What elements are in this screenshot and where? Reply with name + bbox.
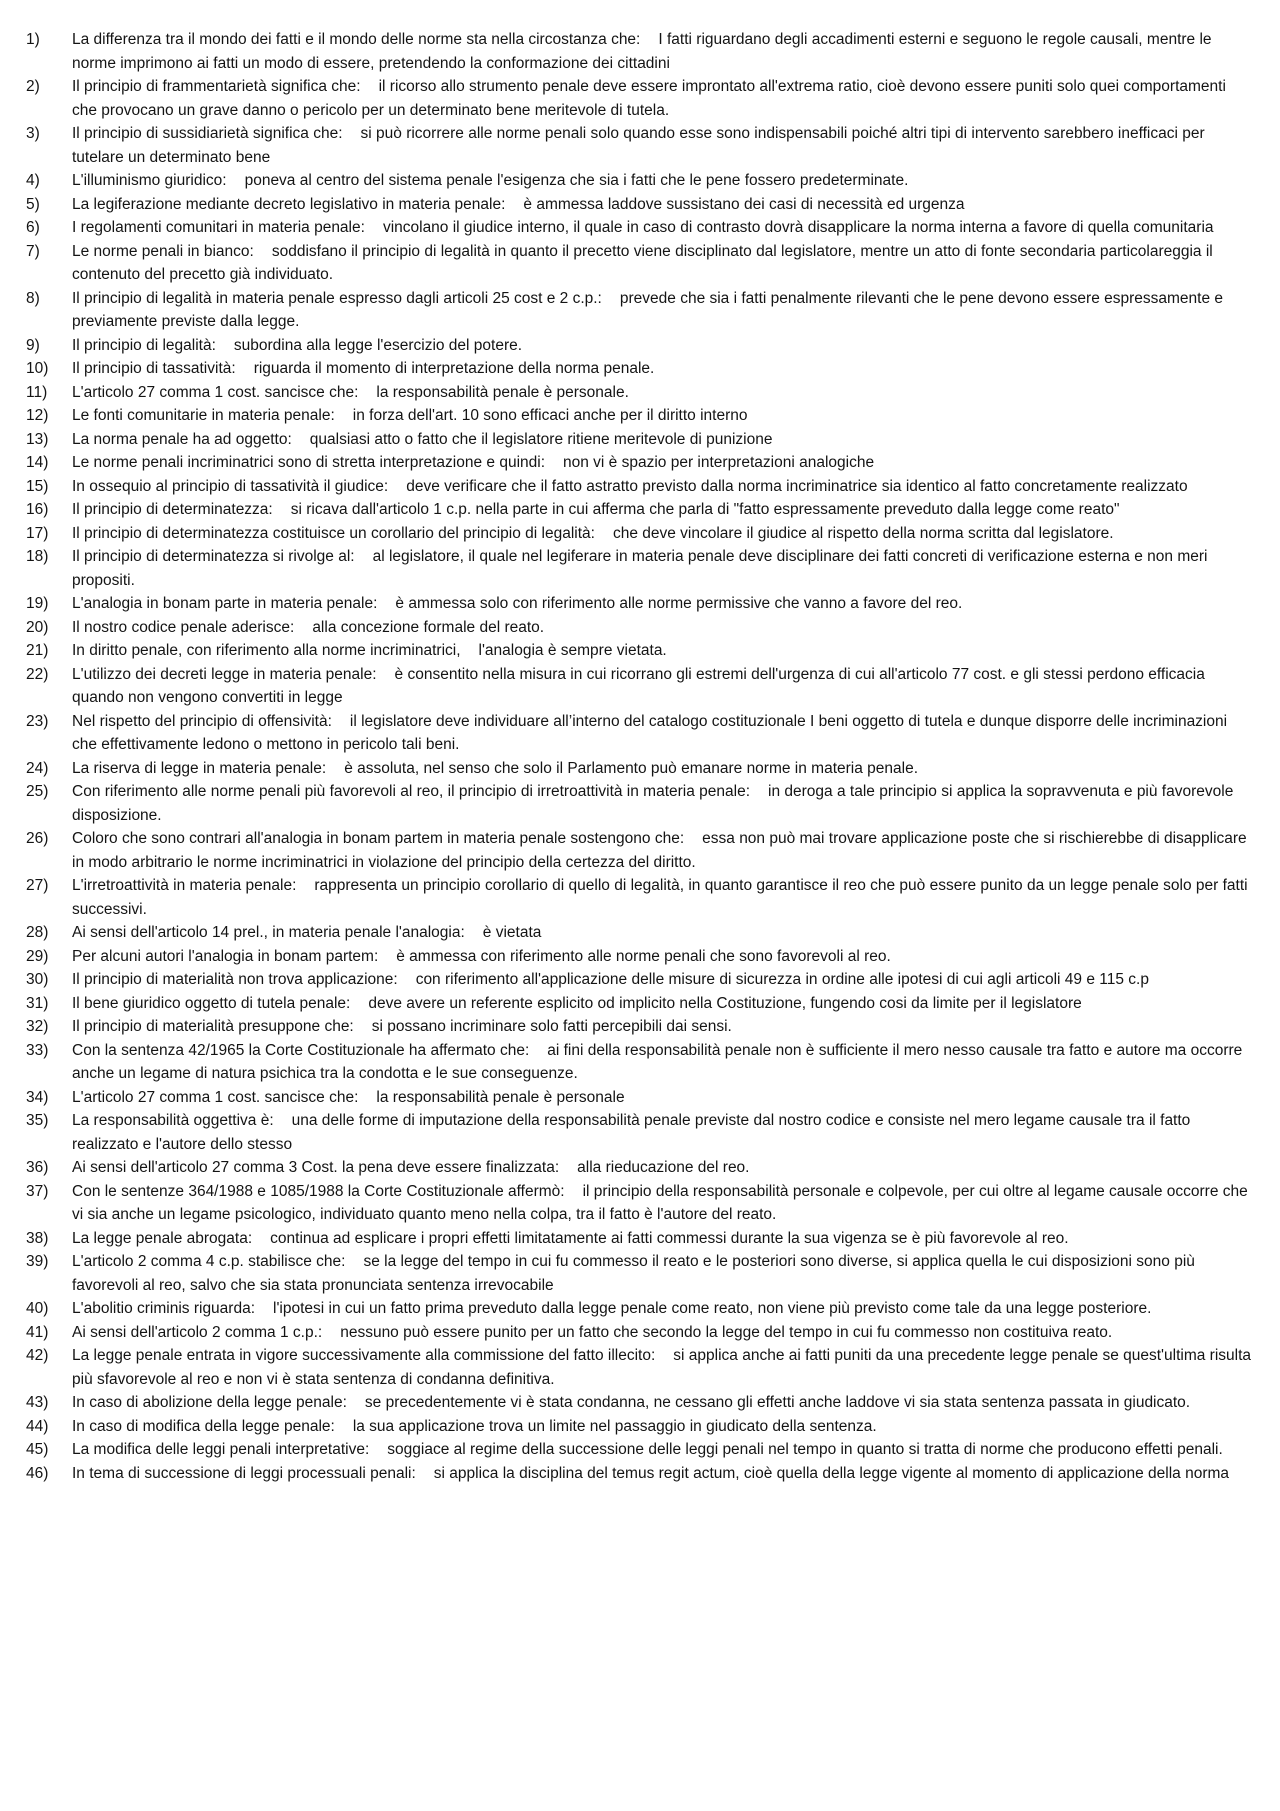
list-item xyxy=(26,1297,1254,1321)
item-question: Le fonti comunitarie in materia penale: xyxy=(72,407,335,424)
item-answer: essa non può mai trovare applicazione poste che si rischierebbe di disapplicare in modo arbitrario le norme incriminatrici in violazione del principio della certezza del diritto. xyxy=(72,830,1247,871)
item-number: 17) xyxy=(26,524,49,542)
item-text xyxy=(72,381,1254,405)
item-answer: la responsabilità penale è personale. xyxy=(376,383,629,401)
list-item xyxy=(26,545,1254,592)
list-item xyxy=(26,1109,1254,1156)
item-question: La legge penale abrogata: xyxy=(72,1229,253,1247)
item-answer: l'ipotesi in cui un fatto prima preveduto dalla legge penale come reato, non viene più previsto come tale da una legge posteriore. xyxy=(273,1300,1152,1317)
item-answer: in forza dell'art. 10 sono efficaci anche per il diritto interno xyxy=(352,407,748,424)
list-item xyxy=(26,992,1254,1016)
item-answer: se la legge del tempo in cui fu commesso il reato e le posteriori sono diverse, si applica quella le cui disposizioni sono più favorevoli al reo, salvo che sia stata pronunciata sentenza irrevocabile xyxy=(72,1253,1195,1294)
item-number: 33) xyxy=(26,1041,49,1059)
item-number: 36) xyxy=(26,1159,49,1176)
item-text xyxy=(72,1321,1254,1345)
list-item xyxy=(26,1180,1254,1227)
item-number: 46) xyxy=(26,1464,49,1482)
item-question: Coloro che sono contrari all'analogia in bonam partem in materia penale sostengono che: xyxy=(72,830,685,847)
item-answer: nessuno può essere punito per un fatto che secondo la legge del tempo in cui fu commesso non costituiva reato. xyxy=(340,1323,1113,1341)
list-item xyxy=(26,1321,1254,1345)
item-question: Il principio di legalità: xyxy=(72,336,216,354)
item-answer: l'analogia è sempre vietata. xyxy=(478,642,667,659)
item-number: 39) xyxy=(26,1253,49,1270)
item-answer: che deve vincolare il giudice al rispetto della norma scritta dal legislatore. xyxy=(612,524,1114,542)
item-answer: il legislatore deve individuare all’interno del catalogo costituzionale I beni oggetto di tutela e dunque disporre delle incriminazioni che effettivamente ledono o mettono in pericolo tali beni. xyxy=(72,712,1228,753)
item-number: 15) xyxy=(26,477,49,495)
item-question: Con la sentenza 42/1965 la Corte Costituzionale ha affermato che: xyxy=(72,1041,530,1059)
item-number: 22) xyxy=(26,665,49,683)
item-text xyxy=(72,28,1254,75)
item-answer: è vietata xyxy=(482,924,542,941)
list-item xyxy=(26,334,1254,358)
item-number: 19) xyxy=(26,595,49,612)
item-answer: è assoluta, nel senso che solo il Parlamento può emanare norme in materia penale. xyxy=(344,759,919,777)
list-item xyxy=(26,592,1254,616)
item-answer: si può ricorrere alle norme penali solo quando esse sono indispensabili poiché altri tipi di intervento sarebbero inefficaci per tutelare un determinato bene xyxy=(72,125,1205,166)
item-number: 34) xyxy=(26,1088,49,1106)
item-text xyxy=(72,968,1254,992)
item-answer: riguarda il momento di interpretazione della norma penale. xyxy=(253,360,655,377)
list-item xyxy=(26,357,1254,381)
item-question: La legiferazione mediante decreto legislativo in materia penale: xyxy=(72,195,506,213)
item-question: Il principio di sussidiarietà significa che: xyxy=(72,125,343,142)
list-item xyxy=(26,216,1254,240)
item-number: 37) xyxy=(26,1182,49,1200)
item-question: La differenza tra il mondo dei fatti e il mondo delle norme sta nella circostanza che: xyxy=(72,31,641,48)
item-answer: soggiace al regime della successione delle leggi penali nel tempo in quanto si tratta di norme che producono effetti penali. xyxy=(387,1441,1223,1458)
item-question: I regolamenti comunitari in materia penale: xyxy=(72,219,365,236)
item-number: 9) xyxy=(26,336,40,354)
item-text xyxy=(72,193,1254,217)
list-item xyxy=(26,757,1254,781)
item-number: 3) xyxy=(26,125,40,142)
item-text xyxy=(72,1250,1254,1297)
item-number: 5) xyxy=(26,195,40,213)
item-answer: deve verificare che il fatto astratto previsto dalla norma incriminatrice sia identico al fatto concretamente realizzato xyxy=(406,477,1188,495)
item-question: In tema di successione di leggi processuali penali: xyxy=(72,1464,416,1482)
item-text xyxy=(72,874,1254,921)
item-number: 30) xyxy=(26,971,49,988)
item-answer: poneva al centro del sistema penale l'esigenza che sia i fatti che le pene fossero predeterminate. xyxy=(244,172,909,189)
list-item xyxy=(26,28,1254,75)
item-text xyxy=(72,710,1254,757)
list-item xyxy=(26,663,1254,710)
list-item xyxy=(26,945,1254,969)
item-answer: è ammessa con riferimento alle norme penali che sono favorevoli al reo. xyxy=(396,947,891,965)
item-text xyxy=(72,451,1254,475)
list-item xyxy=(26,1250,1254,1297)
item-number: 41) xyxy=(26,1323,49,1341)
item-answer: è consentito nella misura in cui ricorrano gli estremi dell'urgenza di cui all'articolo 77 cost. e gli stessi perdono efficacia quando non vengono convertiti in legge xyxy=(72,665,1205,706)
item-number: 32) xyxy=(26,1018,49,1035)
item-number: 23) xyxy=(26,712,49,730)
list-item xyxy=(26,616,1254,640)
list-item xyxy=(26,240,1254,287)
item-question: L'illuminismo giuridico: xyxy=(72,172,227,189)
item-text xyxy=(72,404,1254,428)
item-number: 28) xyxy=(26,924,49,941)
item-number: 40) xyxy=(26,1300,49,1317)
item-number: 10) xyxy=(26,360,49,377)
item-question: La legge penale entrata in vigore successivamente alla commissione del fatto illecito: xyxy=(72,1347,656,1364)
item-question: Il principio di frammentarietà significa che: xyxy=(72,78,361,95)
item-answer: la responsabilità penale è personale xyxy=(376,1088,625,1106)
item-question: La norma penale ha ad oggetto: xyxy=(72,430,292,448)
item-number: 27) xyxy=(26,877,49,894)
list-item xyxy=(26,75,1254,122)
item-answer: si applica la disciplina del temus regit actum, cioè quella della legge vigente al momento di applicazione della norma xyxy=(433,1464,1230,1482)
item-text xyxy=(72,357,1254,381)
item-question: In caso di modifica della legge penale: xyxy=(72,1417,335,1435)
item-number: 43) xyxy=(26,1394,49,1411)
item-question: La modifica delle leggi penali interpretative: xyxy=(72,1441,370,1458)
list-item xyxy=(26,498,1254,522)
item-text xyxy=(72,1039,1254,1086)
item-text xyxy=(72,1462,1254,1486)
item-question: L'irretroattività in materia penale: xyxy=(72,877,297,894)
list-item xyxy=(26,193,1254,217)
item-text xyxy=(72,1015,1254,1039)
list-item xyxy=(26,122,1254,169)
item-text xyxy=(72,122,1254,169)
item-answer: se precedentemente vi è stata condanna, ne cessano gli effetti anche laddove vi sia stata sentenza passata in giudicato. xyxy=(364,1394,1191,1411)
list-item xyxy=(26,169,1254,193)
item-question: Ai sensi dell'articolo 2 comma 1 c.p.: xyxy=(72,1323,323,1341)
item-question: L'analogia in bonam parte in materia penale: xyxy=(72,595,378,612)
list-item xyxy=(26,1391,1254,1415)
item-question: L'abolitio criminis riguarda: xyxy=(72,1300,256,1317)
item-answer: vincolano il giudice interno, il quale in caso di contrasto dovrà disapplicare la norma interna a favore di quella comunitaria xyxy=(382,219,1214,236)
item-number: 24) xyxy=(26,759,49,777)
item-number: 14) xyxy=(26,454,49,471)
list-item xyxy=(26,1086,1254,1110)
item-number: 16) xyxy=(26,501,49,518)
item-answer: il principio della responsabilità personale e colpevole, per cui oltre al legame causale occorre che vi sia anche un legame psicologico, individuato quanto meno nella colpa, tra il fatto è l'autore del reato. xyxy=(72,1182,1248,1223)
item-answer: si possano incriminare solo fatti percepibili dai sensi. xyxy=(371,1018,732,1035)
item-number: 21) xyxy=(26,642,49,659)
list-item xyxy=(26,1156,1254,1180)
list-item xyxy=(26,1344,1254,1391)
item-text xyxy=(72,169,1254,193)
item-answer: I fatti riguardano degli accadimenti esterni e seguono le regole causali, mentre le norme imprimono ai fatti un modo di essere, pretendendo la conformazione dei cittadini xyxy=(72,31,1212,72)
item-question: Il nostro codice penale aderisce: xyxy=(72,618,295,636)
item-number: 8) xyxy=(26,289,40,307)
item-number: 25) xyxy=(26,783,49,800)
item-number: 1) xyxy=(26,31,40,48)
item-text xyxy=(72,1180,1254,1227)
list-item xyxy=(26,475,1254,499)
item-question: Per alcuni autori l'analogia in bonam partem: xyxy=(72,947,379,965)
item-text xyxy=(72,1227,1254,1251)
item-question: Il principio di legalità in materia penale espresso dagli articoli 25 cost e 2 c.p.: xyxy=(72,289,602,307)
item-number: 44) xyxy=(26,1417,49,1435)
item-text xyxy=(72,1109,1254,1156)
item-question: Le norme penali in bianco: xyxy=(72,242,254,260)
item-answer: è ammessa solo con riferimento alle norme permissive che vanno a favore del reo. xyxy=(395,595,963,612)
item-answer: rappresenta un principio corollario di quello di legalità, in quanto garantisce il reo che può essere punito da un legge penale solo per fatti successivi. xyxy=(72,877,1248,918)
item-text xyxy=(72,780,1254,827)
list-item xyxy=(26,827,1254,874)
list-item xyxy=(26,404,1254,428)
item-number: 45) xyxy=(26,1441,49,1458)
item-text xyxy=(72,428,1254,452)
item-text xyxy=(72,216,1254,240)
item-answer: è ammessa laddove sussistano dei casi di necessità ed urgenza xyxy=(523,195,965,213)
item-answer: deve avere un referente esplicito od implicito nella Costituzione, fungendo cosi da limite per il legislatore xyxy=(368,994,1082,1012)
item-answer: con riferimento all'applicazione delle misure di sicurezza in ordine alle ipotesi di cui agli articoli 49 e 115 c.p xyxy=(415,971,1149,988)
item-number: 7) xyxy=(26,242,40,260)
item-question: Ai sensi dell'articolo 14 prel., in materia penale l'analogia: xyxy=(72,924,465,941)
item-question: La riserva di legge in materia penale: xyxy=(72,759,327,777)
list-item xyxy=(26,921,1254,945)
item-answer: alla concezione formale del reato. xyxy=(312,618,545,636)
item-text xyxy=(72,1156,1254,1180)
item-text xyxy=(72,1297,1254,1321)
item-text xyxy=(72,592,1254,616)
item-number: 29) xyxy=(26,947,49,965)
item-question: Ai sensi dell'articolo 27 comma 3 Cost. la pena deve essere finalizzata: xyxy=(72,1159,560,1176)
list-item xyxy=(26,639,1254,663)
item-answer: la sua applicazione trova un limite nel passaggio in giudicato della sentenza. xyxy=(352,1417,877,1435)
item-text xyxy=(72,240,1254,287)
item-question: L'articolo 27 comma 1 cost. sancisce che: xyxy=(72,383,359,401)
item-number: 20) xyxy=(26,618,49,636)
item-text xyxy=(72,1344,1254,1391)
item-text xyxy=(72,498,1254,522)
item-number: 26) xyxy=(26,830,49,847)
item-answer: continua ad esplicare i propri effetti limitatamente ai fatti commessi durante la sua vigenza se è più favorevole al reo. xyxy=(270,1229,1069,1247)
item-number: 11) xyxy=(26,383,48,401)
item-answer: in deroga a tale principio si applica la sopravvenuta e più favorevole disposizione. xyxy=(72,783,1234,824)
list-item xyxy=(26,780,1254,827)
item-text xyxy=(72,287,1254,334)
list-item xyxy=(26,451,1254,475)
item-question: Le norme penali incriminatrici sono di stretta interpretazione e quindi: xyxy=(72,454,545,471)
item-number: 13) xyxy=(26,430,49,448)
item-text xyxy=(72,545,1254,592)
item-number: 2) xyxy=(26,78,40,95)
item-answer: soddisfano il principio di legalità in quanto il precetto viene disciplinato dal legislatore, mentre un atto di fonte secondaria particolareggia il contenuto del precetto già individuato. xyxy=(72,242,1213,283)
item-number: 38) xyxy=(26,1229,49,1247)
list-item xyxy=(26,1462,1254,1486)
item-text xyxy=(72,945,1254,969)
item-text xyxy=(72,992,1254,1016)
item-question: Il principio di determinatezza si rivolge al: xyxy=(72,548,355,565)
item-text xyxy=(72,663,1254,710)
item-text xyxy=(72,921,1254,945)
item-text xyxy=(72,1415,1254,1439)
item-answer: ai fini della responsabilità penale non è sufficiente il mero nesso causale tra fatto e autore ma occorre anche un legame di natura psichica tra la condotta e le sue conseguenze. xyxy=(72,1041,1243,1082)
item-text xyxy=(72,616,1254,640)
item-question: Il bene giuridico oggetto di tutela penale: xyxy=(72,994,351,1012)
item-question: La responsabilità oggettiva è: xyxy=(72,1112,274,1129)
item-text xyxy=(72,334,1254,358)
list-item xyxy=(26,1227,1254,1251)
item-number: 12) xyxy=(26,407,49,424)
list-item xyxy=(26,874,1254,921)
item-text xyxy=(72,1086,1254,1110)
item-question: Il principio di determinatezza: xyxy=(72,501,273,518)
item-text xyxy=(72,475,1254,499)
item-answer: non vi è spazio per interpretazioni analogiche xyxy=(563,454,875,471)
question-answer-list xyxy=(26,28,1254,1485)
item-answer: prevede che sia i fatti penalmente rilevanti che le pene devono essere espressamente e previamente previste dalla legge. xyxy=(72,289,1224,330)
list-item xyxy=(26,710,1254,757)
item-question: In ossequio al principio di tassatività il giudice: xyxy=(72,477,389,495)
item-question: Il principio di determinatezza costituisce un corollario del principio di legalità: xyxy=(72,524,595,542)
item-question: L'articolo 27 comma 1 cost. sancisce che: xyxy=(72,1088,359,1106)
list-item xyxy=(26,1015,1254,1039)
item-number: 18) xyxy=(26,548,49,565)
list-item xyxy=(26,381,1254,405)
item-text xyxy=(72,1438,1254,1462)
item-answer: al legislatore, il quale nel legiferare in materia penale deve disciplinare dei fatti concreti di verificazione esterna e non meri propositi. xyxy=(72,548,1208,589)
item-number: 31) xyxy=(26,994,49,1012)
item-text xyxy=(72,1391,1254,1415)
item-question: L'utilizzo dei decreti legge in materia penale: xyxy=(72,665,377,683)
item-question: Il principio di materialità presuppone che: xyxy=(72,1018,354,1035)
item-answer: qualsiasi atto o fatto che il legislatore ritiene meritevole di punizione xyxy=(309,430,773,448)
list-item xyxy=(26,287,1254,334)
item-question: Con le sentenze 364/1988 e 1085/1988 la Corte Costituzionale affermò: xyxy=(72,1182,565,1200)
list-item xyxy=(26,1039,1254,1086)
item-answer: si ricava dall'articolo 1 c.p. nella parte in cui afferma che parla di "fatto espressamente preveduto dalla legge come reato" xyxy=(290,501,1120,518)
item-text xyxy=(72,639,1254,663)
item-text xyxy=(72,827,1254,874)
item-question: In caso di abolizione della legge penale: xyxy=(72,1394,347,1411)
item-answer: si applica anche ai fatti puniti da una precedente legge penale se quest'ultima risulta più sfavorevole al reo e non vi è stata sentenza di condanna definitiva. xyxy=(72,1347,1251,1388)
item-question: Il principio di tassatività: xyxy=(72,360,236,377)
item-question: Il principio di materialità non trova applicazione: xyxy=(72,971,398,988)
list-item xyxy=(26,968,1254,992)
item-answer: alla rieducazione del reo. xyxy=(577,1159,750,1176)
list-item xyxy=(26,522,1254,546)
item-text xyxy=(72,757,1254,781)
list-item xyxy=(26,1438,1254,1462)
item-number: 35) xyxy=(26,1112,49,1129)
list-item xyxy=(26,1415,1254,1439)
item-question: Nel rispetto del principio di offensività: xyxy=(72,712,332,730)
item-text xyxy=(72,522,1254,546)
item-question: In diritto penale, con riferimento alla norme incriminatrici, xyxy=(72,642,461,659)
item-question: L'articolo 2 comma 4 c.p. stabilisce che: xyxy=(72,1253,346,1270)
item-answer: una delle forme di imputazione della responsabilità penale previste dal nostro codice e consiste nel mero legame causale tra il fatto realizzato e l'autore dello stesso xyxy=(72,1112,1191,1153)
item-question: Con riferimento alle norme penali più favorevoli al reo, il principio di irretroattività in materia penale: xyxy=(72,783,751,800)
item-number: 42) xyxy=(26,1347,49,1364)
item-number: 4) xyxy=(26,172,40,189)
item-answer: il ricorso allo strumento penale deve essere improntato all'extrema ratio, cioè devono essere puniti solo quei comportamenti che provocano un grave danno o pericolo per un determinato bene meritevole di tutela. xyxy=(72,78,1226,119)
list-item xyxy=(26,428,1254,452)
item-answer: subordina alla legge l'esercizio del potere. xyxy=(233,336,523,354)
item-number: 6) xyxy=(26,219,40,236)
item-text xyxy=(72,75,1254,122)
